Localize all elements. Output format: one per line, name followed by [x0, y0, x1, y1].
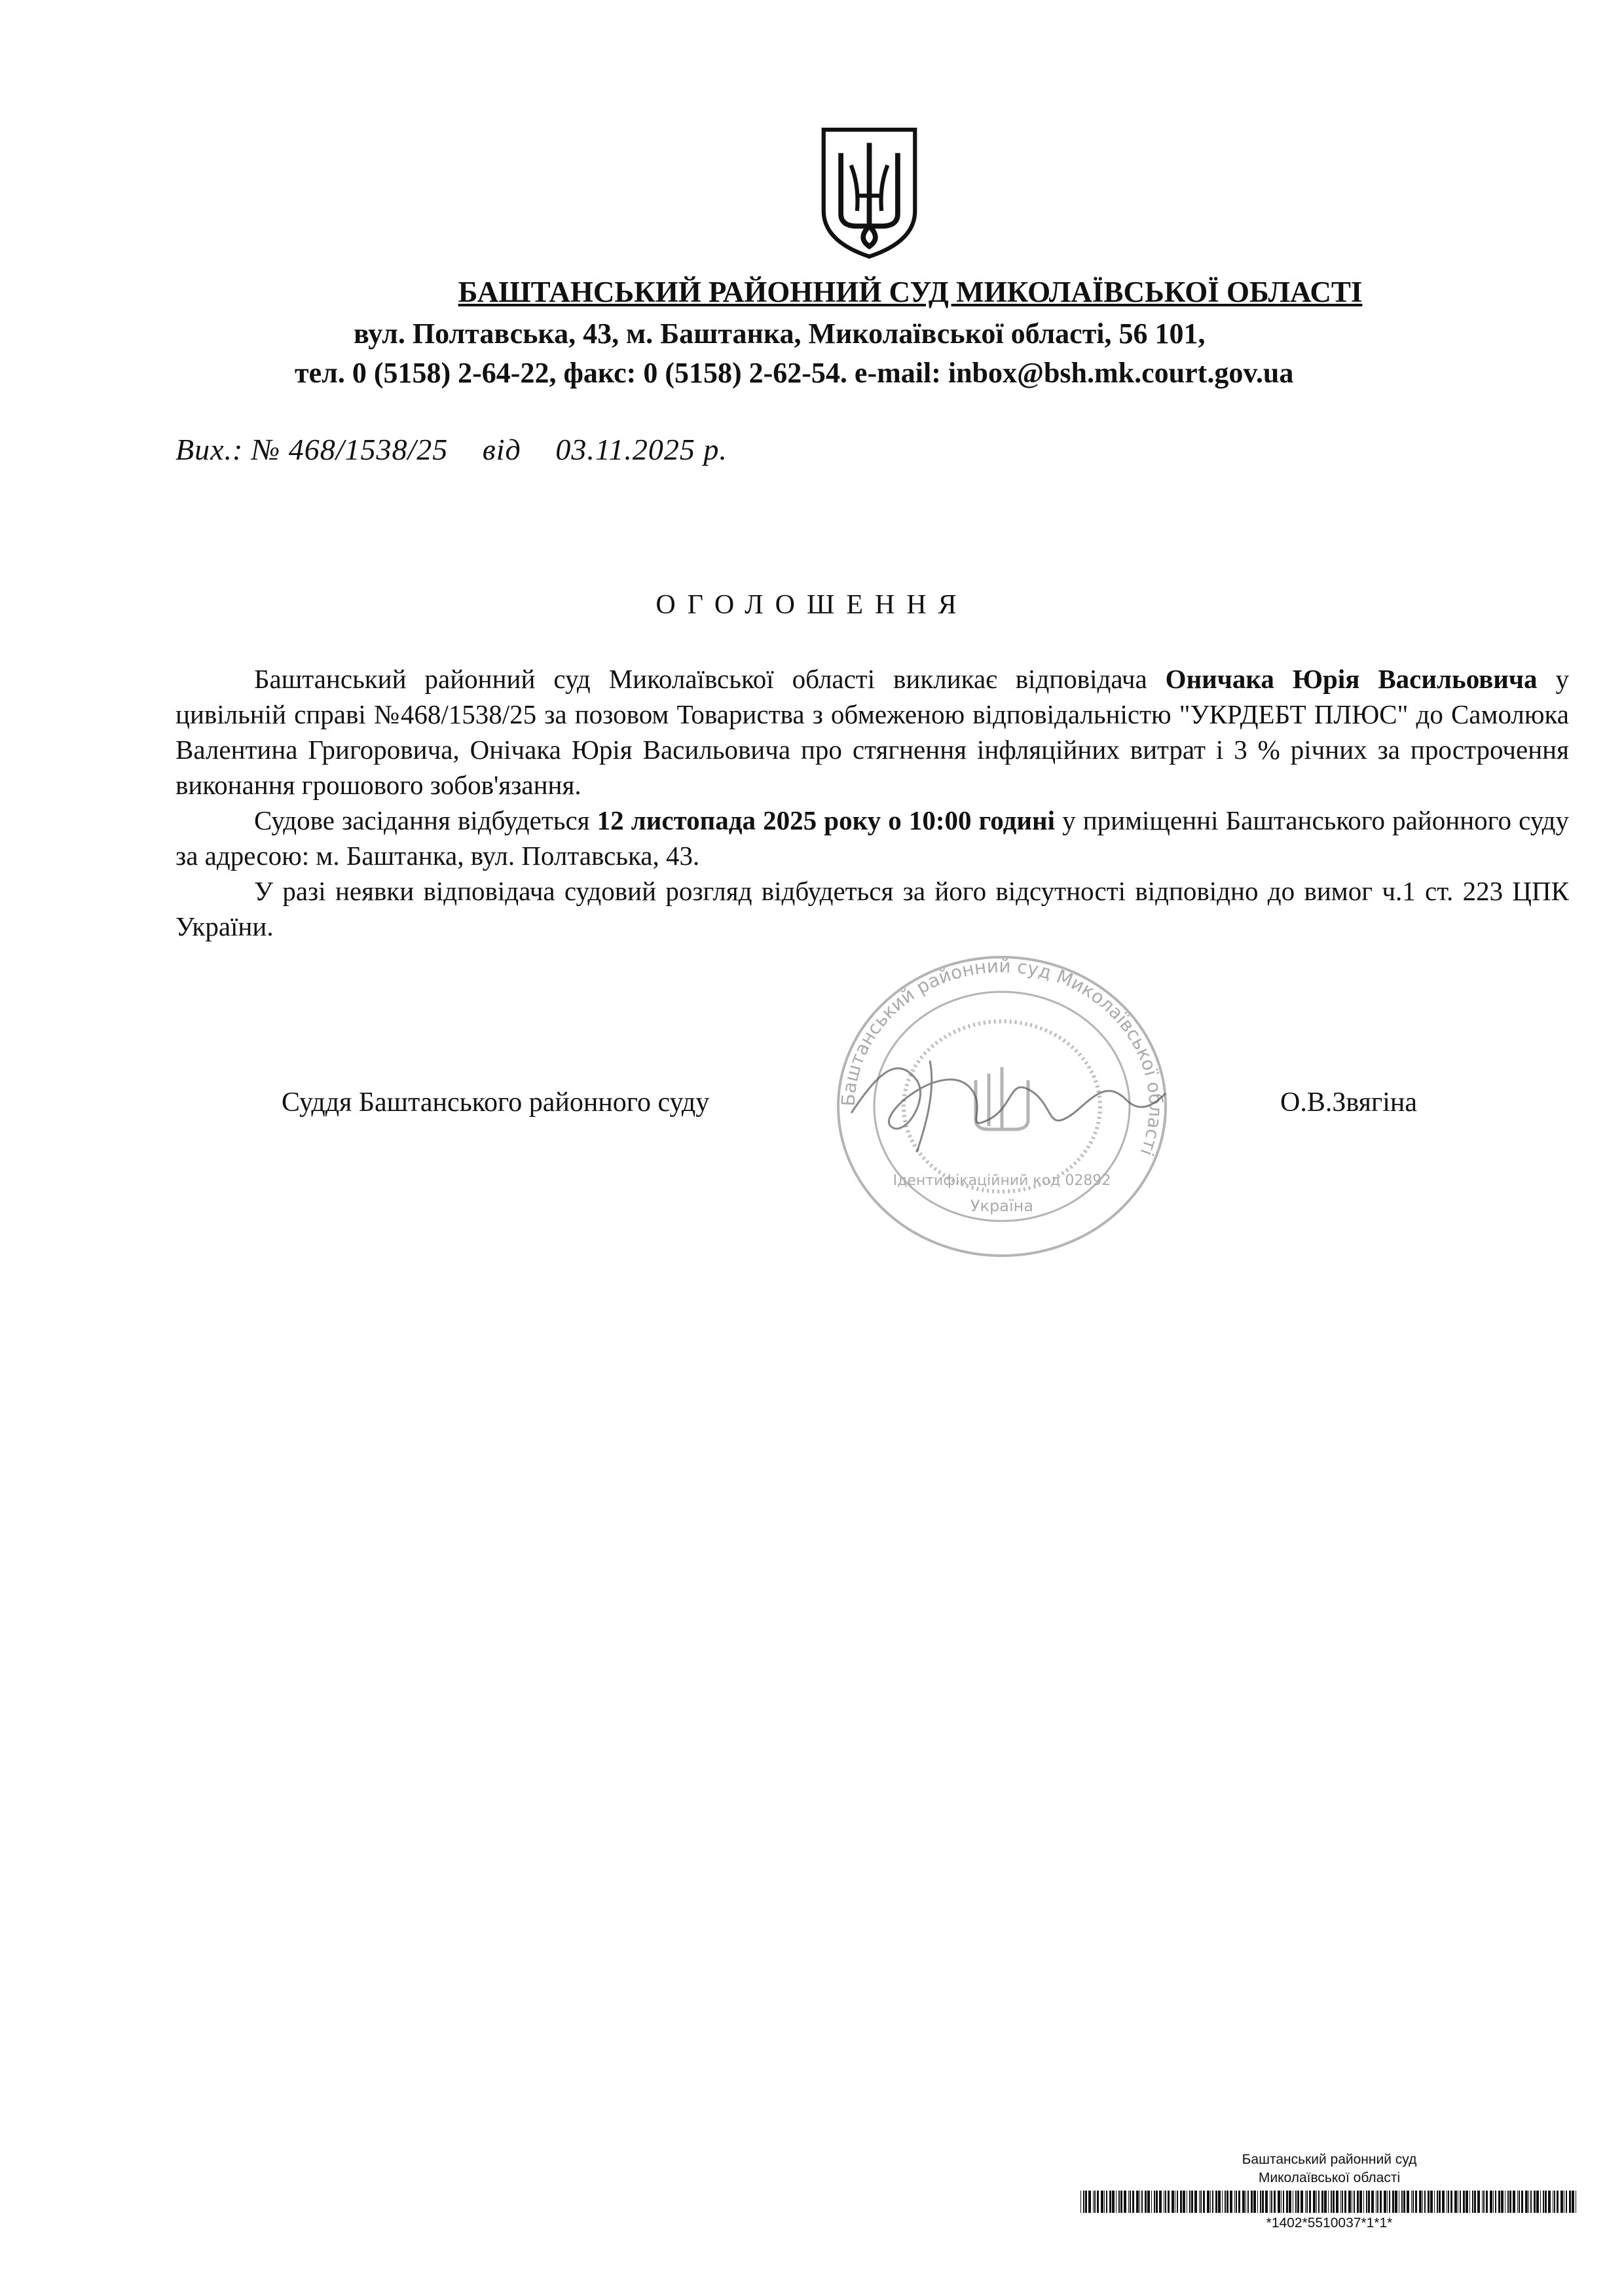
barcode-bar	[1368, 2191, 1370, 2213]
barcode-bar	[1083, 2191, 1084, 2213]
outgoing-number: 468/1538/25	[288, 433, 449, 466]
court-contacts: тел. 0 (5158) 2-64-22, факс: 0 (5158) 2-62-54. e-mail: inbox@bsh.mk.court.gov.ua	[295, 357, 1294, 389]
barcode-bar	[1419, 2191, 1422, 2213]
barcode-bar	[1412, 2191, 1414, 2213]
barcode-bar	[1156, 2191, 1158, 2213]
judge-signature	[838, 1034, 1179, 1165]
barcode-bar	[1262, 2191, 1264, 2213]
barcode-bar	[1128, 2191, 1129, 2213]
stamp-ring-text: Баштанський районний суд Миколаївської області	[837, 955, 1167, 1159]
barcode-bar	[1124, 2191, 1126, 2213]
barcode	[1080, 2191, 1578, 2213]
barcode-bar	[1490, 2191, 1492, 2213]
court-name-heading: БАШТАНСЬКИЙ РАЙОННИЙ СУД МИКОЛАЇВСЬКОЇ ОБЛАСТІ	[458, 276, 1363, 308]
outgoing-from-label: від	[482, 433, 521, 466]
barcode-bar	[1191, 2191, 1193, 2213]
barcode-bar	[1525, 2191, 1528, 2213]
barcode-bar	[1422, 2191, 1423, 2213]
barcode-bar	[1554, 2191, 1555, 2213]
judge-position: Суддя Баштанського районного суду	[282, 1087, 710, 1118]
barcode-bar	[1519, 2191, 1520, 2213]
barcode-bar	[1234, 2191, 1235, 2213]
notice-title: ОГОЛОШЕННЯ	[655, 590, 969, 620]
barcode-bar	[1395, 2191, 1397, 2213]
barcode-bar	[1359, 2191, 1362, 2213]
barcode-bar	[1348, 2191, 1351, 2213]
barcode-bar	[1230, 2191, 1232, 2213]
barcode-bar	[1389, 2191, 1390, 2213]
notice-body	[175, 661, 1569, 944]
barcode-bar	[1088, 2191, 1091, 2213]
barcode-bar	[1305, 2191, 1306, 2213]
barcode-bar	[1130, 2191, 1131, 2213]
barcode-bar	[1513, 2191, 1515, 2213]
barcode-bar	[1392, 2191, 1394, 2213]
court-address: вул. Полтавська, 43, м. Баштанка, Миколаївської області, 56 101,	[354, 318, 1206, 350]
barcode-bar	[1194, 2191, 1197, 2213]
barcode-bar	[1498, 2191, 1500, 2213]
barcode-bar	[1344, 2191, 1346, 2213]
barcode-bar	[1460, 2191, 1461, 2213]
barcode-bar	[1474, 2191, 1476, 2213]
hearing-datetime: 12 листопада 2025 року о 10:00 годині	[597, 805, 1055, 835]
barcode-bar	[1289, 2191, 1291, 2213]
barcode-bar	[1331, 2191, 1332, 2213]
barcode-bar	[1222, 2191, 1223, 2213]
barcode-bar	[1521, 2191, 1523, 2213]
barcode-bar	[1482, 2191, 1483, 2213]
barcode-bar	[1318, 2191, 1320, 2213]
barcode-bar	[1286, 2191, 1288, 2213]
barcode-bar	[1120, 2191, 1122, 2213]
barcode-bar	[1136, 2191, 1139, 2213]
barcode-bar	[1336, 2191, 1338, 2213]
barcode-bar	[1483, 2191, 1485, 2213]
barcode-bar	[1366, 2191, 1367, 2213]
barcode-bar	[1507, 2191, 1509, 2213]
barcode-bar	[1154, 2191, 1155, 2213]
barcode-bar	[1297, 2191, 1299, 2213]
barcode-bar	[1548, 2191, 1551, 2213]
barcode-bar	[1430, 2191, 1433, 2213]
barcode-bar	[1442, 2191, 1445, 2213]
barcode-bar	[1274, 2191, 1276, 2213]
barcode-bar	[1528, 2191, 1529, 2213]
barcode-bar	[1371, 2191, 1374, 2213]
barcode-bar	[1159, 2191, 1162, 2213]
barcode-bar	[1428, 2191, 1430, 2213]
barcode-bar	[1109, 2191, 1111, 2213]
barcode-bar	[1486, 2191, 1488, 2213]
barcode-bar	[1450, 2191, 1452, 2213]
barcode-bar	[1236, 2191, 1237, 2213]
barcode-bar	[1251, 2191, 1253, 2213]
barcode-bar	[1493, 2191, 1494, 2213]
barcode-bar	[1380, 2191, 1382, 2213]
barcode-bar	[1424, 2191, 1426, 2213]
barcode-bar	[1180, 2191, 1182, 2213]
barcode-bar	[1247, 2191, 1249, 2213]
barcode-bar	[1313, 2191, 1316, 2213]
footer-line1: Баштанський районний суд	[1242, 2152, 1417, 2167]
barcode-bar	[1472, 2191, 1473, 2213]
barcode-bar	[1301, 2191, 1303, 2213]
barcode-bar	[1151, 2191, 1152, 2213]
outgoing-date: 03.11.2025	[555, 433, 695, 466]
barcode-bar	[1118, 2191, 1120, 2213]
barcode-bar	[1215, 2191, 1217, 2213]
barcode-bar	[1242, 2191, 1245, 2213]
paragraph-absence: У разі неявки відповідача судовий розгляд відбудеться за його відсутності відповідно до вимог ч.1 ст. 223 ЦПК України.	[175, 876, 1569, 941]
footer-court	[1080, 2151, 1578, 2187]
barcode-bar	[1543, 2191, 1544, 2213]
barcode-bar	[1530, 2191, 1532, 2213]
barcode-bar	[1377, 2191, 1378, 2213]
barcode-bar	[1104, 2191, 1105, 2213]
barcode-bar	[1448, 2191, 1449, 2213]
barcode-bar	[1469, 2191, 1470, 2213]
barcode-bar	[1401, 2191, 1403, 2213]
barcode-bar	[1534, 2191, 1536, 2213]
barcode-bar	[1165, 2191, 1166, 2213]
barcode-bar	[1306, 2191, 1308, 2213]
barcode-bar	[1112, 2191, 1115, 2213]
barcode-bar	[1517, 2191, 1518, 2213]
judge-name: О.В.Звягіна	[1280, 1087, 1417, 1118]
barcode-bar	[1253, 2191, 1256, 2213]
barcode-bar	[1328, 2191, 1329, 2213]
barcode-bar	[1199, 2191, 1200, 2213]
barcode-bar	[1545, 2191, 1547, 2213]
barcode-bar	[1501, 2191, 1504, 2213]
barcode-bar	[1572, 2191, 1574, 2213]
barcode-bar	[1324, 2191, 1327, 2213]
paragraph-hearing: Судове засідання відбудеться 12 листопада 2025 року о 10:00 годині у приміщенні Баштанського районного суду за адресою: м. Баштанка, вул. Полтавська, 43.	[175, 805, 1569, 871]
barcode-bar	[1309, 2191, 1311, 2213]
barcode-bar	[1540, 2191, 1541, 2213]
outgoing-prefix: Вих.: №	[175, 433, 281, 466]
barcode-bar	[1094, 2191, 1096, 2213]
footer-line2: Миколаївської області	[1258, 2170, 1401, 2185]
barcode-bar	[1168, 2191, 1170, 2213]
barcode-bar	[1141, 2191, 1143, 2213]
barcode-bar	[1172, 2191, 1174, 2213]
barcode-bar	[1340, 2191, 1341, 2213]
barcode-bar	[1281, 2191, 1282, 2213]
barcode-bar	[1509, 2191, 1511, 2213]
barcode-bar	[1454, 2191, 1457, 2213]
barcode-bar	[1354, 2191, 1355, 2213]
barcode-bar	[1415, 2191, 1417, 2213]
barcode-bar	[1132, 2191, 1134, 2213]
barcode-bar	[1177, 2191, 1178, 2213]
barcode-bar	[1437, 2191, 1438, 2213]
stamp-code: Ідентифікаційний код 02892	[893, 1173, 1111, 1189]
defendant-name: Оничака Юрія Васильовича	[1165, 664, 1538, 694]
barcode-bar	[1569, 2191, 1571, 2213]
barcode-bar	[1321, 2191, 1323, 2213]
barcode-bar	[1257, 2191, 1258, 2213]
barcode-bar	[1227, 2191, 1228, 2213]
barcode-text: *1402*5510037*1*1*	[1266, 2215, 1393, 2231]
barcode-bar	[1387, 2191, 1388, 2213]
barcode-bar	[1407, 2191, 1409, 2213]
barcode-bar	[1439, 2191, 1441, 2213]
barcode-bar	[1278, 2191, 1280, 2213]
stamp-country: Україна	[970, 1197, 1034, 1215]
barcode-bar	[1333, 2191, 1335, 2213]
barcode-bar	[1147, 2191, 1150, 2213]
barcode-bar	[1357, 2191, 1359, 2213]
barcode-bar	[1145, 2191, 1147, 2213]
barcode-bar	[1225, 2191, 1226, 2213]
barcode-bar	[1207, 2191, 1209, 2213]
barcode-bar	[1342, 2191, 1343, 2213]
coat-of-arms-icon	[819, 124, 920, 262]
barcode-bar	[1384, 2191, 1386, 2213]
barcode-bar	[1183, 2191, 1185, 2213]
barcode-bar	[1466, 2191, 1468, 2213]
barcode-bar	[1403, 2191, 1405, 2213]
barcode-bar	[1200, 2191, 1202, 2213]
barcode-bar	[1363, 2191, 1364, 2213]
barcode-bar	[1093, 2191, 1094, 2213]
barcode-bar	[1411, 2191, 1412, 2213]
barcode-bar	[1101, 2191, 1103, 2213]
barcode-bar	[1203, 2191, 1205, 2213]
barcode-bar	[1463, 2191, 1465, 2213]
barcode-bar	[1295, 2191, 1297, 2213]
barcode-bar	[1080, 2191, 1081, 2213]
outgoing-suffix: р.	[703, 433, 728, 466]
barcode-bar	[1218, 2191, 1221, 2213]
barcode-bar	[1212, 2191, 1213, 2213]
barcode-bar	[1260, 2191, 1261, 2213]
barcode-bar	[1238, 2191, 1240, 2213]
outgoing-number-line	[175, 432, 728, 467]
barcode-bar	[1434, 2191, 1435, 2213]
barcode-bar	[1566, 2191, 1567, 2213]
barcode-bar	[1097, 2191, 1099, 2213]
barcode-bar	[1271, 2191, 1272, 2213]
paragraph-summons: Баштанський районний суд Миколаївської області викликає відповідача Оничака Юрія Васильовича у цивільній справі №468/1538/25 за позовом Товариства з обмеженою відповідальністю "УКРДЕБТ ПЛЮС" до Самолюка Валентина Григоровича, Онічака Юрія Васильовича про стягнення інфляційних витрат і 3 % річних за прострочення виконання грошового зобов'язання.	[175, 664, 1569, 800]
barcode-bar	[1106, 2191, 1107, 2213]
barcode-bar	[1316, 2191, 1317, 2213]
barcode-bar	[1477, 2191, 1480, 2213]
barcode-bar	[1265, 2191, 1268, 2213]
barcode-bar	[1085, 2191, 1087, 2213]
barcode-bar	[1536, 2191, 1539, 2213]
barcode-bar	[1495, 2191, 1496, 2213]
barcode-bar	[1560, 2191, 1563, 2213]
barcode-bar	[1189, 2191, 1190, 2213]
barcode-bar	[1283, 2191, 1284, 2213]
barcode-bar	[1210, 2191, 1211, 2213]
barcode-bar	[1139, 2191, 1140, 2213]
barcode-bar	[1557, 2191, 1559, 2213]
